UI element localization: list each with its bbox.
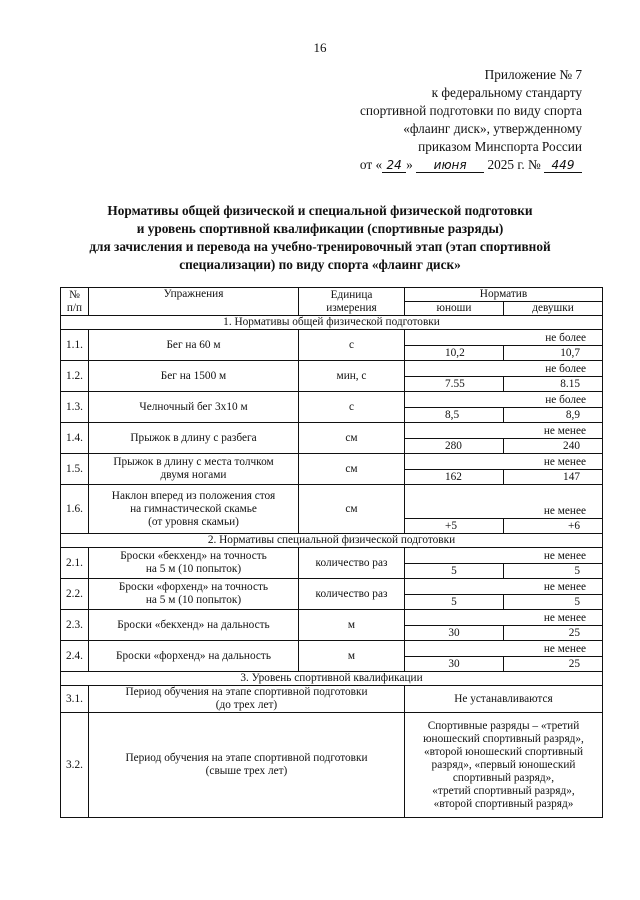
exercise-name: Броски «бекхенд» на дальность [89,610,299,641]
exercise-name: Наклон вперед из положения стоя на гимнастической скамье (от уровня скамьи) [89,485,299,534]
row-number: 1.6. [61,485,89,534]
exercise-name: Бег на 1500 м [89,361,299,392]
section-title-special: 2. Нормативы специальной физической подготовки [61,534,603,548]
title-line: для зачисления и перевода на учебно-тренировочный этап (этап спортивной [89,239,551,254]
unit: количество раз [299,579,405,610]
norm-boys: 280 [405,439,504,454]
row-number: 2.4. [61,641,89,672]
unit: количество раз [299,548,405,579]
title-line: специализации) по виду спорта «флаинг диск» [179,257,461,272]
row-number: 2.1. [61,548,89,579]
norm-boys: 5 [405,564,504,579]
norm-boys: 7.55 [405,377,504,392]
norm-boys: 162 [405,470,504,485]
norm-condition: не более [405,392,603,408]
date-month: июня [416,158,484,173]
exercise-name: Броски «форхенд» на точность на 5 м (10 попыток) [89,579,299,610]
period-name: Период обучения на этапе спортивной подготовки (до трех лет) [89,686,405,713]
appendix-line: Приложение № 7 [484,67,582,82]
exercise-name: Бег на 60 м [89,330,299,361]
appendix-line: «флаинг диск», утвержденному [403,121,582,136]
row-number: 2.2. [61,579,89,610]
appendix-header [282,66,582,174]
row-number: 3.2. [61,713,89,818]
title-line: и уровень спортивной квалификации (спортивные разряды) [136,221,504,236]
qualification-value: Спортивные разряды – «третий юношеский спортивный разряд», «второй юношеский спортивный разряд», «первый юношеский спортивный разряд», «третий спортивный разряд», «второй спортивный разряд» [405,713,603,818]
norm-girls: 8.15 [504,377,603,392]
header-unit: Единица измерения [299,288,405,316]
exercise-name: Броски «бекхенд» на точность на 5 м (10 попыток) [89,548,299,579]
document-title [60,202,580,274]
page-number: 16 [313,40,327,55]
norm-condition: не менее [405,548,603,564]
row-number: 1.3. [61,392,89,423]
header-norm: Норматив [405,288,603,302]
norm-boys: +5 [405,519,504,534]
row-number: 1.2. [61,361,89,392]
norm-condition: не менее [405,579,603,595]
norm-condition: не менее [405,610,603,626]
norm-condition: не менее [405,423,603,439]
header-girls: девушки [504,302,603,316]
norm-boys: 5 [405,595,504,610]
unit: м [299,641,405,672]
exercise-name: Прыжок в длину с места толчком двумя ногами [89,454,299,485]
title-line: Нормативы общей физической и специальной физической подготовки [107,203,533,218]
date-day: 24 [382,158,406,173]
unit: м [299,610,405,641]
row-number: 3.1. [61,686,89,713]
unit: см [299,485,405,534]
norm-condition: не менее [405,454,603,470]
appendix-line: спортивной подготовки по виду спорта [360,103,582,118]
norm-condition: не менее [405,485,603,519]
appendix-line: приказом Минспорта России [418,139,582,154]
qualification-value: Не устанавливаются [405,686,603,713]
exercise-name: Прыжок в длину с разбега [89,423,299,454]
norm-condition: не менее [405,641,603,657]
unit: мин, с [299,361,405,392]
norm-condition: не более [405,330,603,346]
norms-table [60,287,603,818]
appendix-line: к федеральному стандарту [431,85,582,100]
norm-girls: 10,7 [504,346,603,361]
unit: см [299,423,405,454]
header-boys: юноши [405,302,504,316]
header-num: № п/п [61,288,89,316]
row-number: 1.1. [61,330,89,361]
norm-girls: +6 [504,519,603,534]
norm-boys: 30 [405,626,504,641]
date-year: 2025 г. № [487,157,541,172]
period-name: Период обучения на этапе спортивной подготовки (свыше трех лет) [89,713,405,818]
row-number: 1.5. [61,454,89,485]
row-number: 2.3. [61,610,89,641]
order-number: 449 [544,158,582,173]
norm-girls: 8,9 [504,408,603,423]
norm-girls: 240 [504,439,603,454]
exercise-name: Челночный бег 3х10 м [89,392,299,423]
section-title-qualification: 3. Уровень спортивной квалификации [61,672,603,686]
unit: с [299,392,405,423]
unit: с [299,330,405,361]
norm-condition: не более [405,361,603,377]
order-date-line [282,156,582,174]
header-exercise: Упражнения [89,288,299,316]
date-mid: » [406,157,413,172]
norm-boys: 10,2 [405,346,504,361]
norm-girls: 25 [504,626,603,641]
norm-boys: 30 [405,657,504,672]
exercise-name: Броски «форхенд» на дальность [89,641,299,672]
date-prefix: от « [359,157,383,172]
norm-girls: 5 [504,564,603,579]
row-number: 1.4. [61,423,89,454]
norm-boys: 8,5 [405,408,504,423]
norm-girls: 147 [504,470,603,485]
norm-girls: 5 [504,595,603,610]
unit: см [299,454,405,485]
section-title-general: 1. Нормативы общей физической подготовки [61,316,603,330]
norm-girls: 25 [504,657,603,672]
